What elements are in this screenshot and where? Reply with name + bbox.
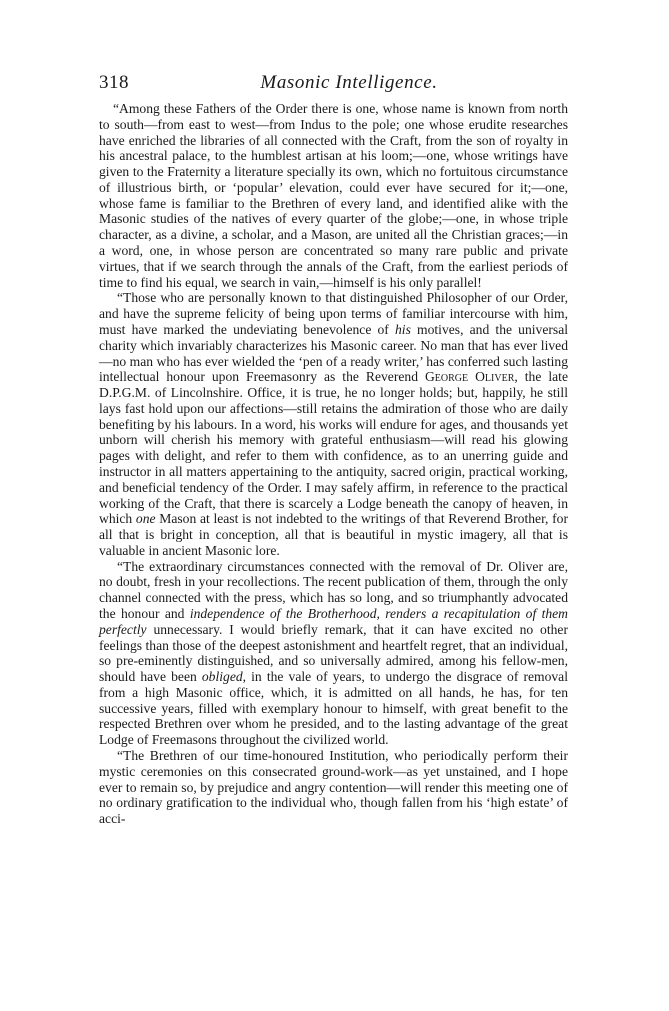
paragraph-3 xyxy=(99,559,568,748)
paragraph-3-part-3: unnecessary. I would briefly remark, that it can have excited no other feelings than those of the deepest astonishment and heartfelt regret, that an individual, so pre-eminently distinguished, and so universally admired, among his fellow-men, should have been xyxy=(99,621,568,685)
paragraph-3-part-1: “The extraordinary circumstances connected with the removal of Dr. Oliver are, no doubt, fresh in your recollections. The recent publication of them, through the only channel connected with the press, which has so long, and so triumphantly advocated the honour and xyxy=(99,558,568,621)
body-text xyxy=(99,101,568,827)
paragraph-4: “The Brethren of our time-honoured Institution, who periodically perform their mystic ceremonies on this consecrated ground-work—as yet unstained, and I hope ever to remain so, by prejudice and angry contention—will render this meeting one of no ordinary gratification to the individual who, though fallen from his ‘high estate’ of acci- xyxy=(99,748,568,827)
paragraph-1: “Among these Fathers of the Order there is one, whose name is known from north to south—from east to west—from Indus to the pole; one whose erudite researches have enriched the libraries of all connected with the Craft, from the son of royalty in his ancestral palace, to the humblest artisan at his loom;—one, whose writings have given to the Fraternity a literature specially its own, which no fortuitous circumstance of illustrious birth, or ‘popular’ elevation, could ever have secured for it;—one, whose fame is familiar to the Brethren of every land, and identified alike with the Masonic studies of the natives of every quarter of the globe;—one, in whose triple character, as a divine, a scholar, and a Mason, are united all the Christian graces;—in a word, one, in whose person are concentrated so many rare public and private virtues, that if we search through the annals of the Craft, from the earliest periods of time to find his equal, we search in vain,—himself is his only parallel! xyxy=(99,101,568,290)
paragraph-2-part-5: , the late D.P.G.M. of Lincolnshire. Office, it is true, he no longer holds; but, happily, he still lays fast hold upon our affections—still retains the admiration of those who are daily benefiting by his labours. In a word, his works will endure for ages, and thousands yet unborn will cherish his memory with grateful enthusiasm—will read his glowing pages with delight, and refer to them with confidence, as to an unerring guide and instructor in all matters appertaining to the antiquity, sacred origin, practical working, and beneficial tendency of the Order. I may safely affirm, in reference to the practical working of the Craft, that there is scarcely a Lodge beneath the canopy of heaven, in which xyxy=(99,369,568,527)
name-george-oliver: George Oliver xyxy=(424,369,515,385)
paragraph-2-part-7: Mason at least is not indebted to the writings of that Reverend Brother, for all that is bright in conception, all that is beautiful in mystic imagery, all that is valuable in ancient Masonic lore. xyxy=(99,511,568,558)
emphasis-obliged: obliged xyxy=(201,669,243,685)
page-header xyxy=(99,72,569,98)
paragraph-2 xyxy=(99,290,568,558)
paragraph-2-part-3: motives, and the universal charity which invariably characterizes his Masonic career. No man that has ever lived—no man who has ever wielded the ‘pen of a ready writer,’ has conferred such lasting intellectual honour upon Freemasonry as the Reverend xyxy=(99,321,569,385)
running-title: Masonic Intelligence. xyxy=(260,72,438,93)
emphasis-one: one xyxy=(135,511,156,527)
paragraph-3-part-5: , in the vale of years, to undergo the disgrace of removal from a high Masonic office, which, it is admitted on all hands, he has, for ten successive years, filled with exemplary honour to himself, with great benefit to the respected Brethren over whom he presided, and to the lasting advantage of the great Lodge of Freemasons throughout the civilized world. xyxy=(99,669,568,748)
paragraph-2-part-1: “Those who are personally known to that distinguished Philosopher of our Order, and have the supreme felicity of being upon terms of familiar intercourse with him, must have marked the undeviating benevolence of xyxy=(99,290,568,337)
emphasis-independence: independence of the Brotherhood, renders a recapitulation of them perfectly xyxy=(99,606,568,637)
emphasis-his: his xyxy=(395,321,411,337)
page-number: 318 xyxy=(99,72,129,93)
